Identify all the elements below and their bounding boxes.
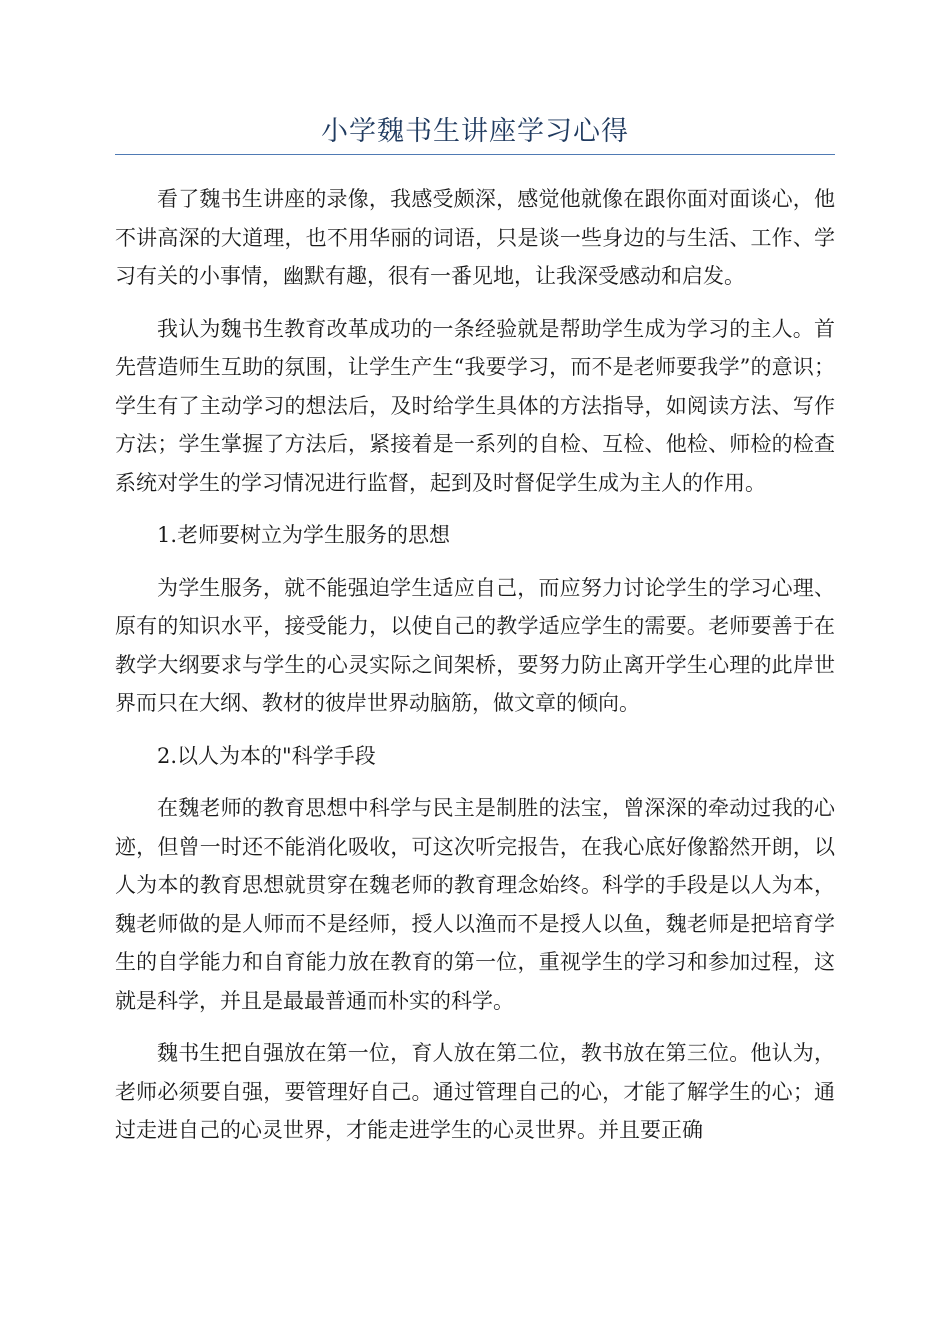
document-title: 小学魏书生讲座学习心得: [321, 116, 629, 147]
paragraph-self-strength: 魏书生把自强放在第一位，育人放在第二位，教书放在第三位。他认为，老师必须要自强，要管理好自己。通过管理自己的心，才能了解学生的心；通过走进自己的心灵世界，才能走进学生的心灵世界。并且要正确: [115, 1041, 835, 1142]
paragraph-intro: 看了魏书生讲座的录像，我感受颇深，感觉他就像在跟你面对面谈心，他不讲高深的大道理，也不用华丽的词语，只是谈一些身边的与生活、工作、学习有关的小事情，幽默有趣，很有一番见地，让我深受感动和启发。: [115, 187, 835, 288]
paragraph-service: 为学生服务，就不能强迫学生适应自己，而应努力讨论学生的学习心理、原有的知识水平，接受能力，以使自己的教学适应学生的需要。老师要善于在教学大纲要求与学生的心灵实际之间架桥，要努力防止离开学生心理的此岸世界而只在大纲、教材的彼岸世界动脑筋，做文章的倾向。: [115, 575, 835, 715]
section-heading-2: 2.以人为本的"科学手段: [157, 743, 376, 768]
document-body: [115, 180, 835, 1164]
paragraph-experience: 我认为魏书生教育改革成功的一条经验就是帮助学生成为学习的主人。首先营造师生互助的氛围，让学生产生“我要学习，而不是老师要我学”的意识；学生有了主动学习的想法后，及时给学生具体的方法指导，如阅读方法、写作方法；学生掌握了方法后，紧接着是一系列的自检、互检、他检、师检的检查系统对学生的学习情况进行监督，起到及时督促学生成为主人的作用。: [115, 316, 835, 495]
paragraph-science: 在魏老师的教育思想中科学与民主是制胜的法宝，曾深深的牵动过我的心迹，但曾一时还不能消化吸收，可这次听完报告，在我心底好像豁然开朗，以人为本的教育思想就贯穿在魏老师的教育理念始终。科学的手段是以人为本，魏老师做的是人师而不是经师，授人以渔而不是授人以鱼，魏老师是把培育学生的自学能力和自育能力放在教育的第一位，重视学生的学习和参加过程，这就是科学，并且是最最普通而朴实的科学。: [115, 796, 835, 1013]
title-underline: [115, 154, 835, 155]
section-heading-1: 1.老师要树立为学生服务的思想: [157, 523, 451, 547]
